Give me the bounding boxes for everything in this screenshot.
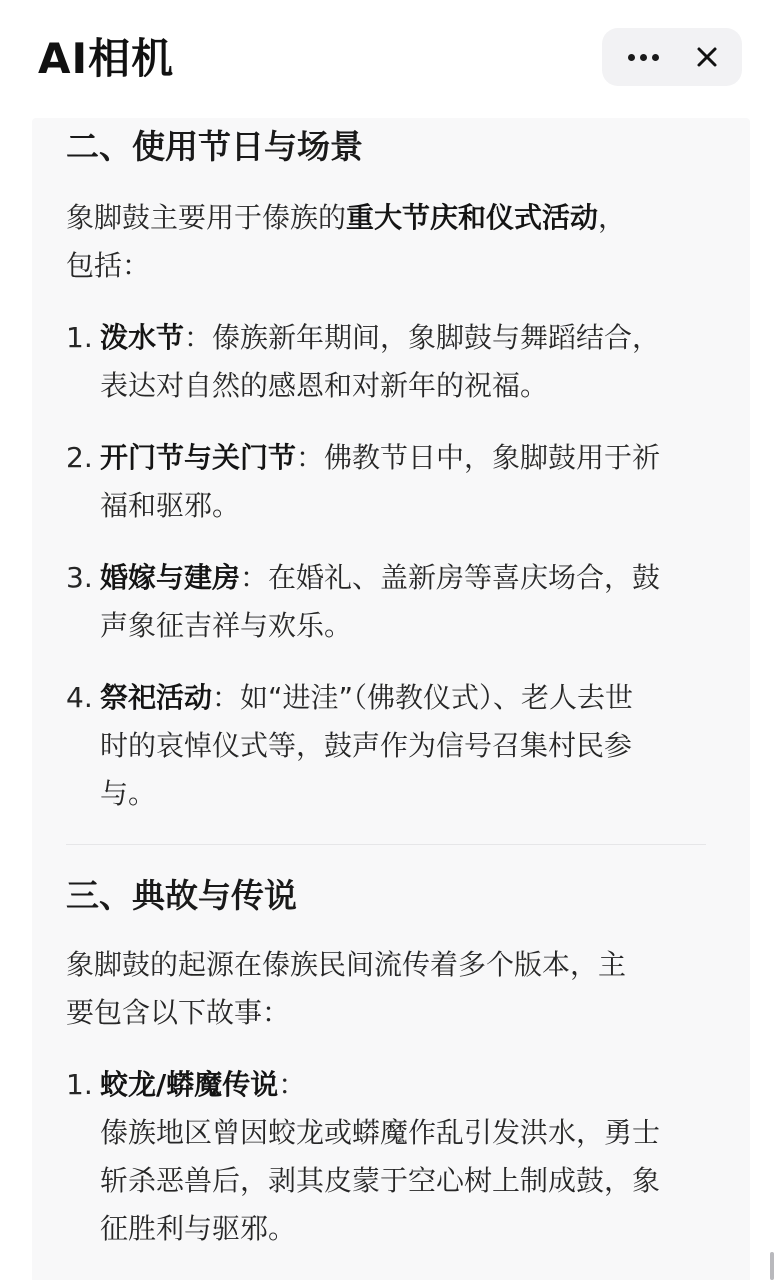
scrollbar-thumb[interactable] — [770, 1252, 774, 1280]
close-button[interactable] — [678, 28, 736, 86]
more-button[interactable] — [614, 28, 672, 86]
app-title: AI相机 — [38, 34, 175, 83]
mini-program-capsule — [602, 28, 742, 86]
list-item: 4. 祭祀活动：如“进洼”（佛教仪式）、老人去世 时的哀悼仪式等，鼓声作为信号召集村民参 与。 — [66, 681, 634, 810]
festival-list — [66, 314, 726, 818]
list-item: 1. 泼水节：傣族新年期间，象脚鼓与舞蹈结合， 表达对自然的感恩和对新年的祝福。 — [66, 321, 661, 402]
list-item: 2. 开门节与关门节：佛教节日中，象脚鼓用于祈 福和驱邪。 — [66, 441, 661, 522]
article-content — [66, 118, 726, 1253]
list-item: 3. 婚嫁与建房：在婚礼、盖新房等喜庆场合，鼓 声象征吉祥与欢乐。 — [66, 561, 661, 642]
section-intro-legends: 象脚鼓的起源在傣族民间流传着多个版本，主 要包含以下故事： — [66, 948, 627, 1029]
more-horizontal-icon — [628, 54, 659, 61]
legend-list — [66, 1061, 726, 1253]
close-icon — [696, 46, 718, 68]
list-item: 1. 蛟龙/蟒魔传说： 傣族地区曾因蛟龙或蟒魔作乱引发洪水，勇士 斩杀恶兽后，剥其皮蒙于空心树上制成鼓，象 征胜利与驱邪。 — [66, 1068, 661, 1245]
section-heading-festivals: 二、使用节日与场景 — [66, 127, 363, 166]
section-heading-legends: 三、典故与传说 — [66, 876, 297, 915]
header-bar — [0, 0, 782, 118]
section-intro-festivals: 象脚鼓主要用于傣族的重大节庆和仪式活动， 包括： — [66, 201, 627, 282]
